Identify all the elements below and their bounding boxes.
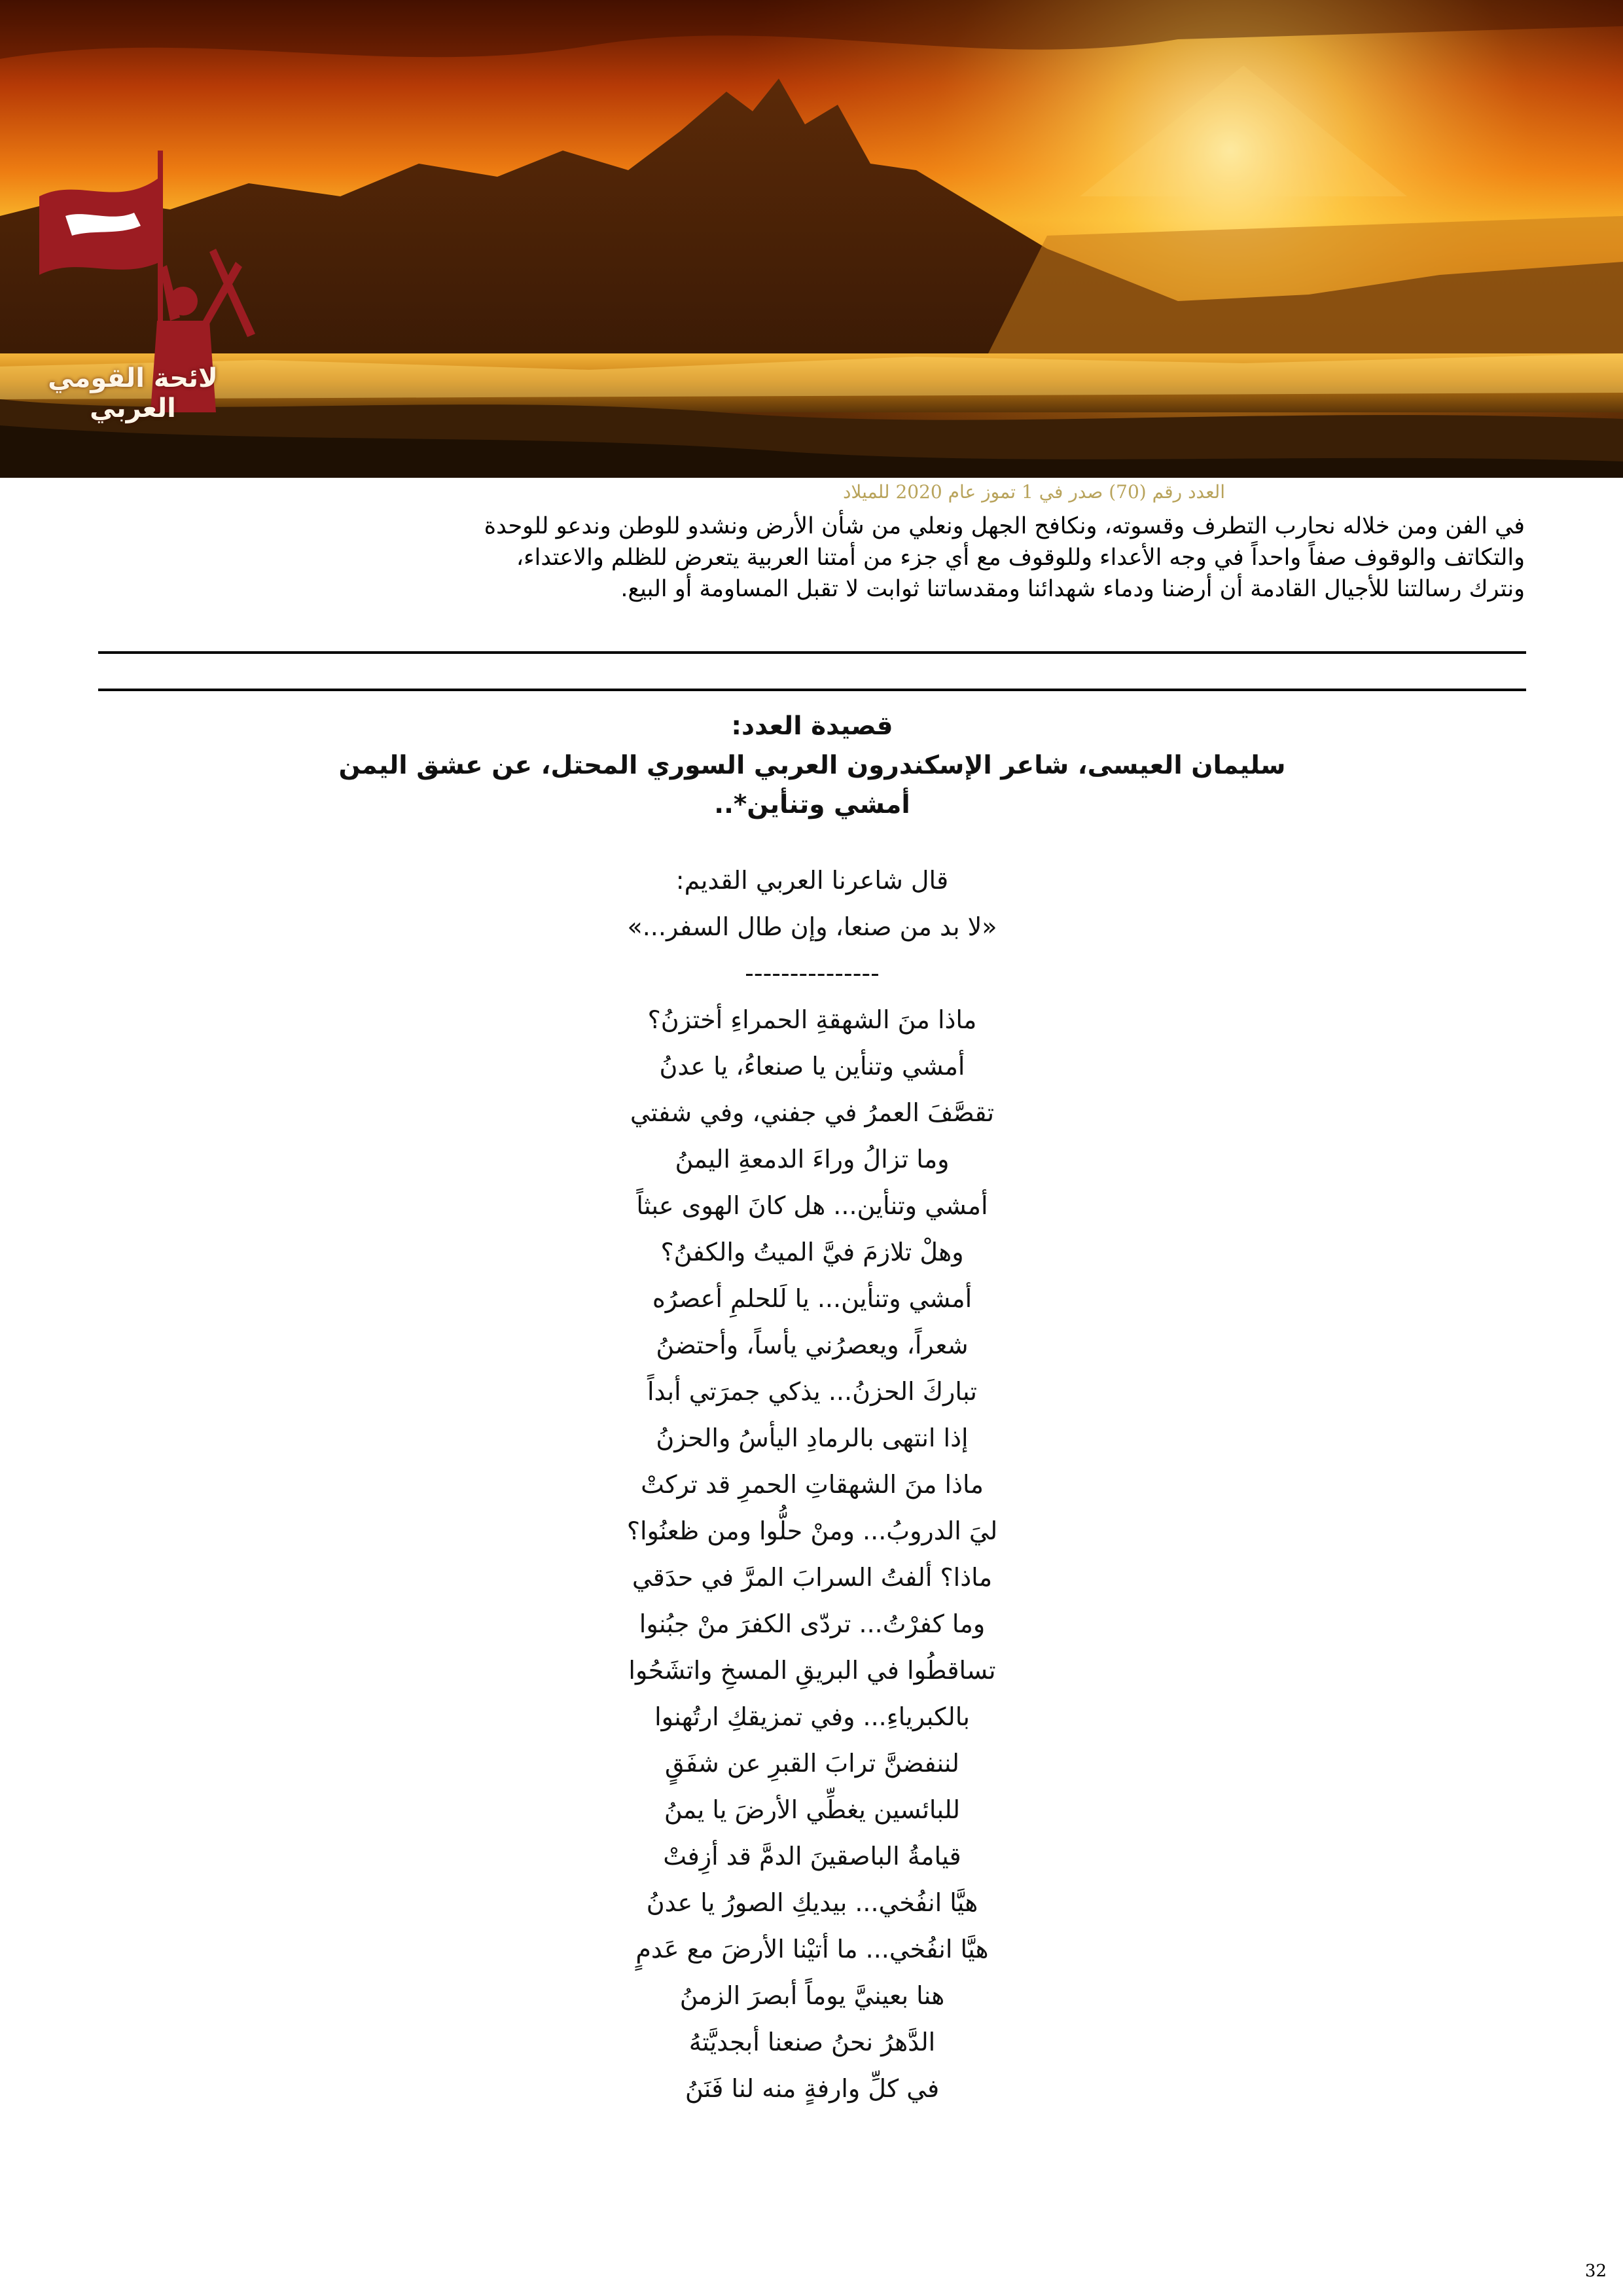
poem-line: الدَّهرُ نحنُ صنعنا أبجديَّتهُ <box>688 2028 936 2056</box>
poem-line: هيَّا انفُخي... بيديكِ الصورُ يا عدنُ <box>646 1888 978 1917</box>
poem-line: قيامةُ الباصقينَ الدمَّ قد أزِفتْ <box>663 1842 961 1871</box>
poem-line: تقصَّفَ العمرُ في جفني، وفي شفتي <box>630 1098 995 1127</box>
poem-line: أمشي وتنأين... يا لَلحلمِ أعصرُه <box>652 1284 972 1313</box>
poem-line: شعراً، ويعصرُني يأساً، وأحتضنُ <box>656 1331 969 1359</box>
poem-line: وما كفرْتُ... تردّى الكفرَ منْ جبُنوا <box>639 1609 986 1638</box>
poem-line: وهلْ تلازمَ فيَّ الميتُ والكفنُ؟ <box>660 1238 964 1266</box>
poem-subtitle: أمشي وتنأين*.. <box>714 790 910 819</box>
poem-line: تساقطُوا في البريقِ المسخِ واتشَحُوا <box>628 1656 996 1685</box>
header-banner <box>0 0 1623 478</box>
poem-line: إذا انتهى بالرمادِ اليأسُ والحزنُ <box>656 1424 969 1452</box>
poem-line: هنا بعينيَّ يوماً أبصرَ الزمنُ <box>679 1981 945 2010</box>
poem-line: أمشي وتنأين يا صنعاءُ، يا عدنُ <box>659 1052 965 1081</box>
poem-line: قال شاعرنا العربي القديم: <box>675 866 949 895</box>
poem-line: ليَ الدروبُ... ومنْ حلُّوا ومن ظعنُوا؟ <box>626 1516 998 1545</box>
intro-paragraph <box>97 511 1525 605</box>
intro-line: والتكاتف والوقوف صفاً واحداً في وجه الأعداء وللوقوف مع أي جزء من أمتنا العربية يتعرض للظلم والاعتداء، <box>516 545 1525 571</box>
poem-line: بالكبرياءِ... وفي تمزيقكِ ارتُهنوا <box>654 1702 970 1731</box>
poem-header <box>98 707 1526 825</box>
poem-section-label: قصيدة العدد: <box>731 711 893 741</box>
intro-line: في الفن ومن خلاله نحارب التطرف وقسوته، ونكافح الجهل ونعلي من شأن الأرض ونشدو للوطن وندعو للوحدة <box>484 513 1525 539</box>
poem-line: ماذا منَ الشهقةِ الحمراءِ أختزنُ؟ <box>647 1005 977 1034</box>
logo-text: لائحة القومي العربي <box>48 363 218 423</box>
divider-top <box>98 651 1526 654</box>
poem-body <box>98 857 1526 2112</box>
intro-line: ونترك رسالتنا للأجيال القادمة أن أرضنا ودماء شهدائنا ومقدساتنا ثوابت لا تقبل المساومة أو البيع. <box>620 576 1525 602</box>
poem-title: سليمان العيسى، شاعر الإسكندرون العربي السوري المحتل، عن عشق اليمن <box>338 751 1286 780</box>
poem-line: ماذا منَ الشهقاتِ الحمرِ قد تركتْ <box>641 1470 984 1499</box>
page-number: 32 <box>1584 2261 1607 2281</box>
poem-line: في كلِّ وارفةٍ منه لنا فَنَنُ <box>685 2074 940 2103</box>
poem-line: --------------- <box>745 959 880 988</box>
poem-line: وما تزالُ وراءَ الدمعةِ اليمنُ <box>675 1145 950 1174</box>
poem-line: للبائسين يغطِّي الأرضَ يا يمنُ <box>664 1795 961 1824</box>
poem-line: لننفضنَّ ترابَ القبرِ عن شفَقٍ <box>665 1749 959 1778</box>
divider-bottom <box>98 689 1526 691</box>
issue-line: العدد رقم (70) صدر في 1 تموز عام 2020 للميلاد <box>842 481 1226 503</box>
poem-line: تباركَ الحزنُ... يذكي جمرَتي أبداً <box>647 1377 977 1406</box>
poem-line: أمشي وتنأين... هل كانَ الهوى عبثاً <box>636 1191 988 1220</box>
poem-line: «لا بد من صنعا، وإن طال السفر...» <box>627 912 997 941</box>
poem-line: ماذا؟ ألفتُ السرابَ المرَّ في حدَقي <box>632 1563 993 1592</box>
poem-line: هيَّا انفُخي... ما أتيْنا الأرضَ مع عَدمٍ <box>635 1935 989 1964</box>
